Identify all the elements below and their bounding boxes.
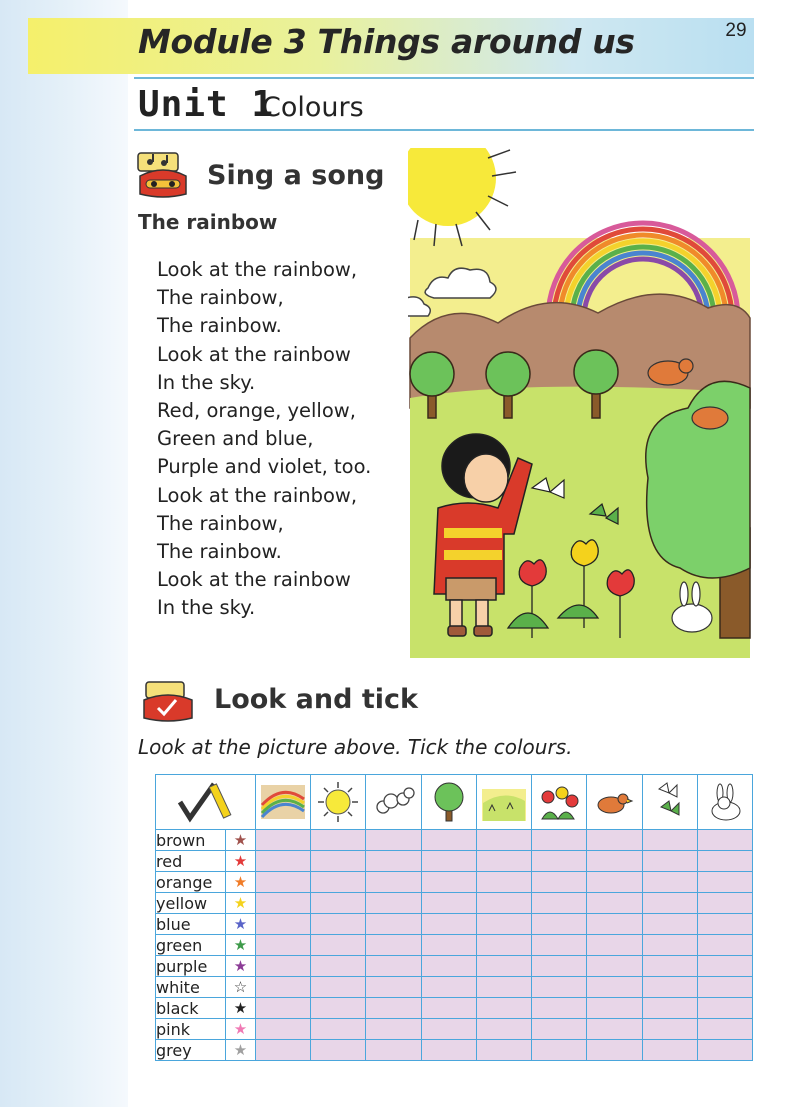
tick-cell[interactable] xyxy=(311,1040,366,1061)
colour-row-red xyxy=(156,851,753,872)
header-rule xyxy=(134,77,754,79)
tick-cell[interactable] xyxy=(311,1019,366,1040)
page-left-margin xyxy=(0,0,128,1107)
tick-cell[interactable] xyxy=(587,851,642,872)
tick-cell[interactable] xyxy=(366,851,421,872)
tick-cell[interactable] xyxy=(311,872,366,893)
song-line: In the sky. xyxy=(157,596,256,620)
colour-name: grey xyxy=(156,1040,226,1061)
tick-cell[interactable] xyxy=(476,1040,531,1061)
star-icon: ★ xyxy=(226,1019,256,1040)
tick-cell[interactable] xyxy=(256,851,311,872)
unit-rule xyxy=(134,129,754,131)
unit-label: Unit 1 xyxy=(138,84,275,125)
tick-cell[interactable] xyxy=(697,893,752,914)
tick-cell[interactable] xyxy=(366,893,421,914)
module-title: Module 3 Things around us xyxy=(138,22,635,61)
tick-cell[interactable] xyxy=(421,956,476,977)
tick-cell[interactable] xyxy=(256,830,311,851)
tick-cell[interactable] xyxy=(642,851,697,872)
song-lyrics xyxy=(157,256,371,623)
colour-row-white xyxy=(156,977,753,998)
tick-cell[interactable] xyxy=(421,914,476,935)
tick-cell[interactable] xyxy=(476,914,531,935)
sun-column-icon xyxy=(311,775,366,830)
page-number: 29 xyxy=(725,20,747,41)
look-and-tick-title: Look and tick xyxy=(214,684,418,715)
tick-cell[interactable] xyxy=(532,830,587,851)
tick-box-icon xyxy=(140,678,196,724)
tick-cell[interactable] xyxy=(476,851,531,872)
tick-cell[interactable] xyxy=(256,893,311,914)
tick-cell[interactable] xyxy=(366,935,421,956)
song-line: Purple and violet, too. xyxy=(157,455,372,479)
tick-cell[interactable] xyxy=(587,914,642,935)
song-line: Look at the rainbow xyxy=(157,342,351,366)
colour-name: black xyxy=(156,998,226,1019)
bird-column-icon xyxy=(587,775,642,830)
star-icon: ★ xyxy=(226,893,256,914)
colour-name: purple xyxy=(156,956,226,977)
tick-cell[interactable] xyxy=(366,830,421,851)
tick-cell[interactable] xyxy=(642,830,697,851)
tick-cell[interactable] xyxy=(366,1040,421,1061)
tick-cell[interactable] xyxy=(476,893,531,914)
song-line: The rainbow. xyxy=(157,314,282,338)
tick-cell[interactable] xyxy=(366,956,421,977)
tick-cell[interactable] xyxy=(311,998,366,1019)
tick-cell[interactable] xyxy=(587,893,642,914)
tick-cell[interactable] xyxy=(532,1019,587,1040)
tick-cell[interactable] xyxy=(642,935,697,956)
tick-cell[interactable] xyxy=(421,893,476,914)
tree-column-icon xyxy=(421,775,476,830)
tick-cell[interactable] xyxy=(532,914,587,935)
star-icon: ★ xyxy=(226,1040,256,1061)
song-line: The rainbow. xyxy=(157,540,282,564)
song-line: Green and blue, xyxy=(157,427,314,451)
tick-cell[interactable] xyxy=(311,977,366,998)
tick-cell[interactable] xyxy=(476,935,531,956)
sun-icon xyxy=(408,148,516,246)
tick-cell[interactable] xyxy=(697,872,752,893)
tick-cell[interactable] xyxy=(256,935,311,956)
tick-cell[interactable] xyxy=(587,830,642,851)
rainbow-column-icon xyxy=(256,775,311,830)
tick-cell[interactable] xyxy=(311,893,366,914)
tick-cell[interactable] xyxy=(532,893,587,914)
star-icon: ★ xyxy=(226,935,256,956)
colour-row-purple xyxy=(156,956,753,977)
colour-row-pink xyxy=(156,1019,753,1040)
grass-column-icon xyxy=(476,775,531,830)
tick-cell[interactable] xyxy=(587,977,642,998)
colour-name: brown xyxy=(156,830,226,851)
tick-cell[interactable] xyxy=(642,872,697,893)
colour-name: green xyxy=(156,935,226,956)
tick-cell[interactable] xyxy=(421,998,476,1019)
tick-pencil-icon xyxy=(156,775,256,830)
colour-row-orange xyxy=(156,872,753,893)
tick-cell[interactable] xyxy=(697,956,752,977)
tick-cell[interactable] xyxy=(587,872,642,893)
tick-cell[interactable] xyxy=(587,956,642,977)
tick-cell[interactable] xyxy=(697,851,752,872)
star-icon: ★ xyxy=(226,914,256,935)
colour-name: red xyxy=(156,851,226,872)
tick-cell[interactable] xyxy=(642,977,697,998)
tick-cell[interactable] xyxy=(697,914,752,935)
clouds-column-icon xyxy=(366,775,421,830)
tick-cell[interactable] xyxy=(587,935,642,956)
tick-cell[interactable] xyxy=(476,998,531,1019)
tick-cell[interactable] xyxy=(421,830,476,851)
tick-cell[interactable] xyxy=(532,956,587,977)
song-line: In the sky. xyxy=(157,370,256,394)
tick-cell[interactable] xyxy=(311,935,366,956)
colour-row-black xyxy=(156,998,753,1019)
song-line: Red, orange, yellow, xyxy=(157,399,356,423)
tick-instruction: Look at the picture above. Tick the colours. xyxy=(138,735,573,759)
colour-row-grey xyxy=(156,1040,753,1061)
tick-cell[interactable] xyxy=(256,956,311,977)
tick-cell[interactable] xyxy=(311,956,366,977)
star-icon: ☆ xyxy=(226,977,256,998)
sing-a-song-title: Sing a song xyxy=(207,160,385,191)
tick-cell[interactable] xyxy=(366,914,421,935)
tick-cell[interactable] xyxy=(476,956,531,977)
tick-cell[interactable] xyxy=(256,998,311,1019)
colour-name: blue xyxy=(156,914,226,935)
colour-row-yellow xyxy=(156,893,753,914)
unit-title: Colours xyxy=(262,92,364,123)
tick-cell[interactable] xyxy=(421,977,476,998)
rainbow-scene-illustration xyxy=(408,148,752,662)
tick-cell[interactable] xyxy=(642,893,697,914)
tick-cell[interactable] xyxy=(532,977,587,998)
tick-cell[interactable] xyxy=(256,872,311,893)
tick-cell[interactable] xyxy=(476,1019,531,1040)
tick-cell[interactable] xyxy=(642,1019,697,1040)
tick-cell[interactable] xyxy=(366,872,421,893)
rabbit-column-icon xyxy=(697,775,752,830)
tick-cell[interactable] xyxy=(697,1040,752,1061)
song-line: The rainbow, xyxy=(157,286,284,310)
song-title: The rainbow xyxy=(138,210,278,234)
tick-cell[interactable] xyxy=(532,851,587,872)
tick-cell[interactable] xyxy=(366,977,421,998)
colour-row-blue xyxy=(156,914,753,935)
tick-cell[interactable] xyxy=(366,1019,421,1040)
tick-cell[interactable] xyxy=(642,998,697,1019)
star-icon: ★ xyxy=(226,872,256,893)
tick-cell[interactable] xyxy=(476,872,531,893)
tick-cell[interactable] xyxy=(697,935,752,956)
song-line: Look at the rainbow, xyxy=(157,483,358,507)
butterflies-column-icon xyxy=(642,775,697,830)
star-icon: ★ xyxy=(226,851,256,872)
tick-cell[interactable] xyxy=(642,914,697,935)
tick-cell[interactable] xyxy=(421,1019,476,1040)
colour-tick-table xyxy=(155,774,753,1061)
tick-cell[interactable] xyxy=(587,1019,642,1040)
tick-cell[interactable] xyxy=(642,956,697,977)
colour-name: pink xyxy=(156,1019,226,1040)
colour-name: orange xyxy=(156,872,226,893)
colour-name: yellow xyxy=(156,893,226,914)
tick-cell[interactable] xyxy=(421,935,476,956)
music-player-icon xyxy=(134,150,192,200)
tick-cell[interactable] xyxy=(256,977,311,998)
tick-cell[interactable] xyxy=(532,1040,587,1061)
tick-cell[interactable] xyxy=(421,1040,476,1061)
tick-cell[interactable] xyxy=(476,830,531,851)
colour-row-brown xyxy=(156,830,753,851)
star-icon: ★ xyxy=(226,998,256,1019)
tick-cell[interactable] xyxy=(532,935,587,956)
tick-cell[interactable] xyxy=(476,977,531,998)
tick-cell[interactable] xyxy=(421,872,476,893)
song-line: Look at the rainbow, xyxy=(157,258,358,281)
tick-cell[interactable] xyxy=(697,977,752,998)
tick-cell[interactable] xyxy=(697,1019,752,1040)
tick-cell[interactable] xyxy=(366,998,421,1019)
tick-cell[interactable] xyxy=(421,851,476,872)
colour-row-green xyxy=(156,935,753,956)
tick-cell[interactable] xyxy=(311,914,366,935)
colour-name: white xyxy=(156,977,226,998)
tick-cell[interactable] xyxy=(311,830,366,851)
tick-cell[interactable] xyxy=(587,998,642,1019)
tick-cell[interactable] xyxy=(532,998,587,1019)
star-icon: ★ xyxy=(226,830,256,851)
flowers-column-icon xyxy=(532,775,587,830)
song-line: The rainbow, xyxy=(157,511,284,535)
tick-cell[interactable] xyxy=(697,830,752,851)
star-icon: ★ xyxy=(226,956,256,977)
tick-cell[interactable] xyxy=(697,998,752,1019)
tick-cell[interactable] xyxy=(256,1019,311,1040)
tick-cell[interactable] xyxy=(532,872,587,893)
tick-cell[interactable] xyxy=(256,914,311,935)
song-line: Look at the rainbow xyxy=(157,568,351,592)
tick-cell[interactable] xyxy=(256,1040,311,1061)
tick-cell[interactable] xyxy=(587,1040,642,1061)
tick-cell[interactable] xyxy=(311,851,366,872)
tick-cell[interactable] xyxy=(642,1040,697,1061)
